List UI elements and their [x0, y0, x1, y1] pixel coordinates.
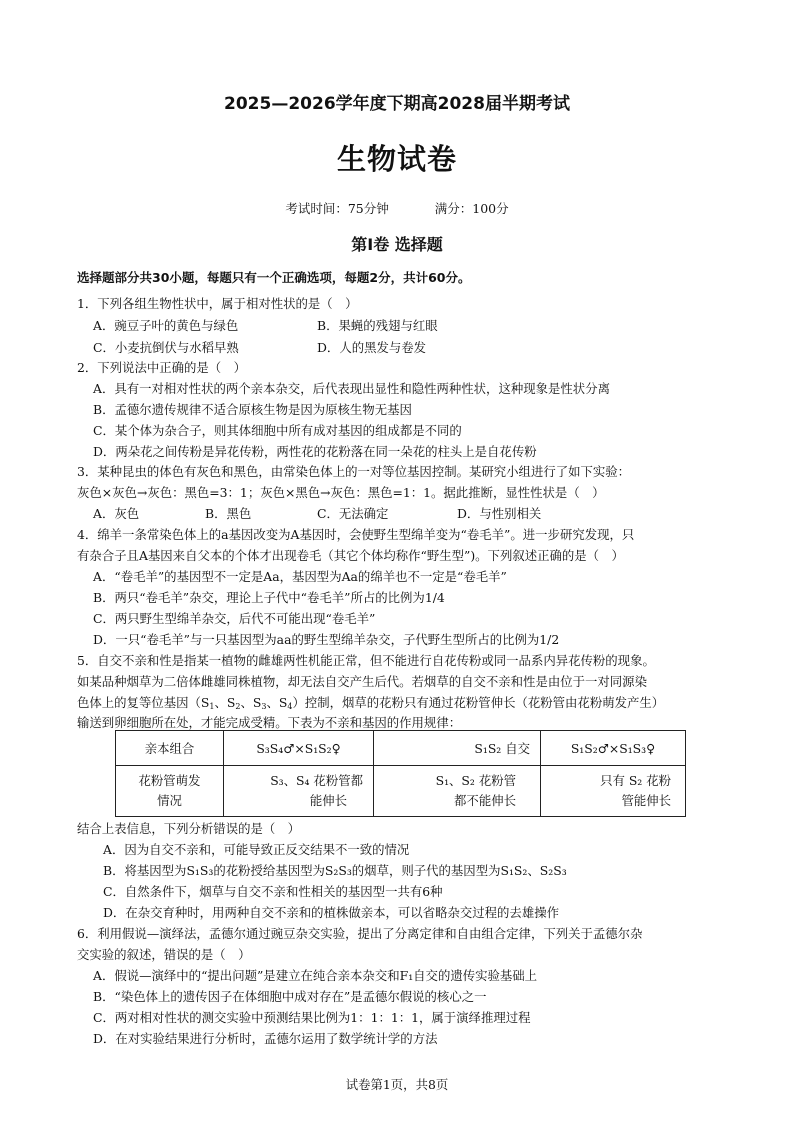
q3-option-a: A．灰色: [93, 506, 140, 521]
table-cell-line: S₃、S₄ 花粉管都: [270, 773, 363, 788]
q3-option-d: D．与性别相关: [457, 506, 542, 521]
table-header-cell: S₁S₂ 自交: [374, 731, 541, 766]
q2-option-b: B．孟德尔遗传规律不适合原核生物是因为原核生物无基因: [93, 402, 412, 417]
incompatibility-table: [115, 730, 686, 817]
subscript: 1: [209, 702, 215, 711]
exam-time: 考试时间：75分钟: [285, 201, 389, 216]
q5-stem-line3: [77, 695, 664, 711]
q5-stem-line3-c: 、S: [240, 695, 262, 710]
table-cell-line: 情况: [157, 793, 182, 808]
q6-option-c: C．两对相对性状的测交实验中预测结果比例为1：1：1：1，属于演绎推理过程: [93, 1010, 531, 1025]
q2-option-d: D．两朵花之间传粉是异花传粉，两性花的花粉落在同一朵花的柱头上是自花传粉: [93, 444, 537, 459]
q4-option-b: B．两只“卷毛羊”杂交，理论上子代中“卷毛羊”所占的比例为1/4: [93, 590, 445, 605]
table-cell: [374, 766, 541, 817]
q1-option-d: D．人的黑发与卷发: [317, 340, 427, 355]
q5-stem-line1: 5．自交不亲和性是指某一植物的雌雄两性机能正常，但不能进行自花传粉或同一品系内异花传粉的现象。: [77, 653, 655, 668]
q3-stem-line1: 3．某种昆虫的体色有灰色和黑色，由常染色体上的一对等位基因控制。某研究小组进行了如下实验：: [77, 464, 631, 479]
q5-stem-line4: 输送到卵细胞所在处，才能完成受精。下表为不亲和基因的作用规律：: [77, 715, 462, 730]
q6-stem-line2: 交实验的叙述，错误的是（ ）: [77, 947, 251, 962]
exam-title: 2025—2026学年度下期高2028届半期考试: [224, 94, 570, 114]
q4-stem-line2: 有杂合子且A基因来自父本的个体才出现卷毛（其它个体均称作“野生型”)。下列叙述正确的是（ ）: [77, 548, 624, 563]
subscript: 2: [235, 702, 241, 711]
page-footer: 试卷第1页，共8页: [345, 1077, 449, 1092]
table-row: [116, 731, 686, 766]
table-cell: [116, 766, 224, 817]
q4-option-a: A．“卷毛羊”的基因型不一定是Aa，基因型为Aa的绵羊也不一定是“卷毛羊”: [93, 569, 507, 584]
section-title: 第Ⅰ卷 选择题: [351, 235, 443, 254]
q4-option-d: D．一只“卷毛羊”与一只基因型为aa的野生型绵羊杂交，子代野生型所占的比例为1/2: [93, 632, 560, 647]
table-cell-line: 能伸长: [309, 793, 347, 808]
q3-stem-line2: 灰色×灰色→灰色：黑色=3：1；灰色×黑色→灰色：黑色=1：1。据此推断，显性性状是（ ）: [77, 485, 605, 500]
q1-option-a: A．豌豆子叶的黄色与绿色: [93, 318, 239, 333]
q6-stem-line1: 6．利用假说—演绎法，孟德尔通过豌豆杂交实验，提出了分离定律和自由组合定律，下列关于孟德尔杂: [77, 926, 643, 941]
table-row: [116, 766, 686, 817]
q5-stem-line2: 如某品种烟草为二倍体雌雄同株植物，却无法自交产生后代。若烟草的自交不亲和性是由位于一对同源染: [77, 674, 647, 689]
q6-option-b: B．“染色体上的遗传因子在体细胞中成对存在”是孟德尔假说的核心之一: [93, 989, 487, 1004]
table-cell-line: 都不能伸长: [454, 793, 516, 808]
q5-stem-line3-a: 色体上的复等位基因（S: [77, 695, 210, 710]
table-cell-line: 花粉管萌发: [138, 773, 201, 788]
q2-option-a: A．具有一对相对性状的两个亲本杂交，后代表现出显性和隐性两种性状，这种现象是性状分离: [93, 381, 610, 396]
q3-option-c: C．无法确定: [317, 506, 389, 521]
subscript: 3: [261, 702, 267, 711]
q6-option-a: A．假说—演绎中的“提出问题”是建立在纯合亲本杂交和F₁自交的遗传实验基础上: [93, 968, 538, 983]
table-header-cell: S₃S₄♂×S₁S₂♀: [224, 731, 374, 766]
q5-stem-line3-b: 、S: [214, 695, 236, 710]
q1-stem: 1．下列各组生物性状中，属于相对性状的是（ ）: [77, 296, 358, 311]
q5-option-b: B．将基因型为S₁S₃的花粉授给基因型为S₂S₃的烟草，则子代的基因型为S₁S₂、S₂S₃: [103, 863, 567, 878]
q5-option-c: C．自然条件下，烟草与自交不亲和性相关的基因型一共有6种: [103, 884, 443, 899]
q5-stem-line3-e: ）控制，烟草的花粉只有通过花粉管伸长（花粉管由花粉萌发产生）: [292, 695, 665, 710]
q4-stem-line1: 4．绵羊一条常染色体上的a基因改变为A基因时，会使野生型绵羊变为“卷毛羊”。进一步研究发现，只: [77, 527, 635, 542]
subscript: 4: [287, 702, 293, 711]
q2-option-c: C．某个体为杂合子，则其体细胞中所有成对基因的组成都是不同的: [93, 423, 462, 438]
q1-option-b: B．果蝇的残翅与红眼: [317, 318, 438, 333]
table-cell-line: 只有 S₂ 花粉: [600, 773, 671, 788]
table-cell-line: 管能伸长: [621, 793, 671, 808]
q5-option-a: A．因为自交不亲和，可能导致正反交结果不一致的情况: [103, 842, 410, 857]
table-cell: [541, 766, 686, 817]
q2-stem: 2．下列说法中正确的是（ ）: [77, 360, 246, 375]
q1-option-c: C．小麦抗倒伏与水稻早熟: [93, 340, 239, 355]
table-header-cell: 亲本组合: [116, 731, 224, 766]
subject-title: 生物试卷: [336, 142, 457, 176]
exam-info: [0, 199, 794, 217]
q5-stem-line3-d: 、S: [266, 695, 288, 710]
q6-option-d: D．在对实验结果进行分析时，孟德尔运用了数学统计学的方法: [93, 1031, 438, 1046]
full-score: 满分：100分: [434, 201, 509, 216]
q5-option-d: D．在杂交育种时，用两种自交不亲和的植株做亲本，可以省略杂交过程的去雄操作: [103, 905, 559, 920]
q4-option-c: C．两只野生型绵羊杂交，后代不可能出现“卷毛羊”: [93, 611, 376, 626]
table-cell: [224, 766, 374, 817]
table-header-cell: S₁S₂♂×S₁S₃♀: [541, 731, 686, 766]
q5-stem-line5: 结合上表信息，下列分析错误的是（ ）: [77, 821, 301, 836]
section-instruction: 选择题部分共30小题，每题只有一个正确选项，每题2分，共计60分。: [77, 270, 471, 285]
table-cell-line: S₁、S₂ 花粉管: [435, 773, 516, 788]
q3-option-b: B．黑色: [205, 506, 252, 521]
